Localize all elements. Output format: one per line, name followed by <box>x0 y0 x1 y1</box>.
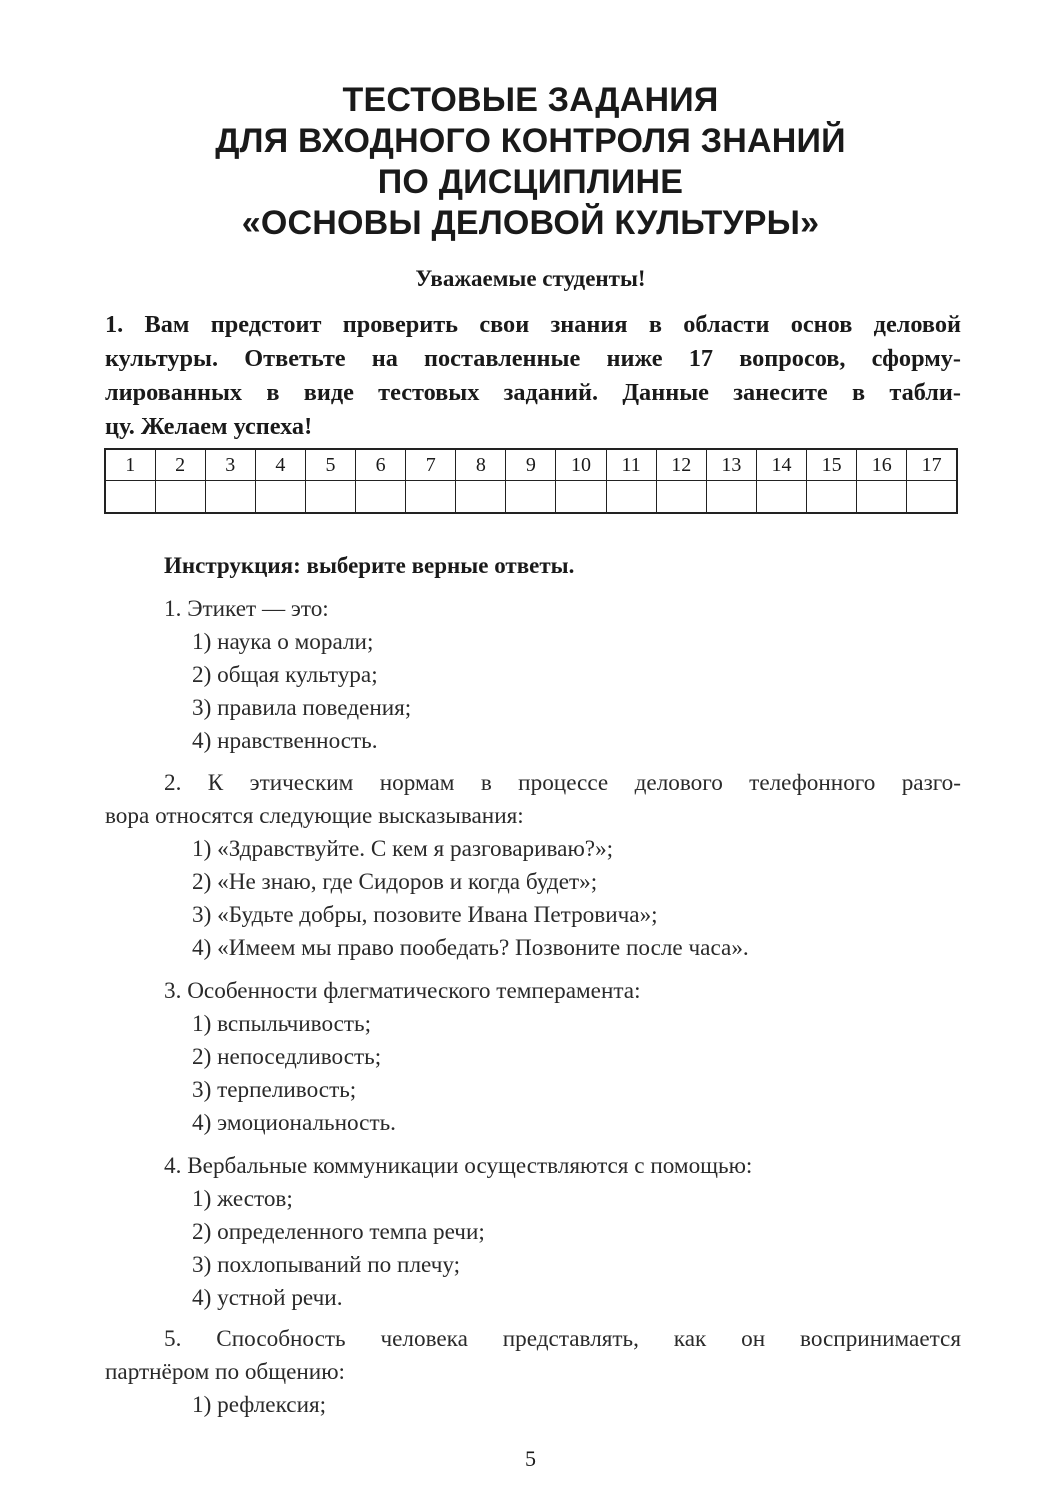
intro-line: лированных в виде тестовых заданий. Данные занесите в табли- <box>105 379 961 406</box>
question-3 <box>105 975 961 1140</box>
answer-cell[interactable] <box>255 481 305 514</box>
intro-line: культуры. Ответьте на поставленные ниже 17 вопросов, сформу- <box>105 345 961 372</box>
answer-option: 1) вспыльчивость; <box>192 1011 372 1037</box>
question-stem: 1. Этикет — это: <box>164 596 329 622</box>
answer-option: 1) рефлексия; <box>192 1392 327 1418</box>
answer-option: 1) «Здравствуйте. С кем я разговариваю?»; <box>192 836 614 862</box>
page-title <box>0 80 1061 244</box>
instruction: Инструкция: выберите верные ответы. <box>164 553 575 578</box>
question-number-cell: 17 <box>907 449 957 481</box>
answer-option: 3) терпеливость; <box>192 1077 357 1103</box>
answer-option: 4) «Имеем мы право пообедать? Позвоните после часа». <box>192 935 749 961</box>
answer-option: 3) правила поведения; <box>192 695 412 721</box>
answer-option: 4) устной речи. <box>192 1285 343 1311</box>
question-number-cell: 14 <box>756 449 806 481</box>
answer-option: 2) «Не знаю, где Сидоров и когда будет»; <box>192 869 598 895</box>
question-number-cell: 9 <box>506 449 556 481</box>
answer-option: 2) определенного темпа речи; <box>192 1219 485 1245</box>
answer-table-header-row <box>105 449 957 481</box>
question-1 <box>105 593 961 758</box>
answer-cell[interactable] <box>155 481 205 514</box>
answer-option: 3) похлопываний по плечу; <box>192 1252 461 1278</box>
answer-cell[interactable] <box>907 481 957 514</box>
answer-cell[interactable] <box>305 481 355 514</box>
answer-option: 3) «Будьте добры, позовите Ивана Петровича»; <box>192 902 658 928</box>
question-number-cell: 13 <box>706 449 756 481</box>
question-number-cell: 1 <box>105 449 155 481</box>
answer-option: 1) наука о морали; <box>192 629 374 655</box>
answer-cell[interactable] <box>556 481 606 514</box>
question-5 <box>105 1323 961 1422</box>
answer-option: 2) общая культура; <box>192 662 378 688</box>
answer-option: 4) нравственность. <box>192 728 378 754</box>
question-number-cell: 11 <box>606 449 656 481</box>
title-line: ПО ДИСЦИПЛИНЕ <box>377 163 684 201</box>
answer-cell[interactable] <box>406 481 456 514</box>
question-number-cell: 5 <box>305 449 355 481</box>
answer-table <box>104 448 958 514</box>
answer-option: 4) эмоциональность. <box>192 1110 396 1136</box>
question-number-cell: 3 <box>205 449 255 481</box>
question-stem: 4. Вербальные коммуникации осуществляются с помощью: <box>164 1153 753 1179</box>
answer-cell[interactable] <box>506 481 556 514</box>
answer-cell[interactable] <box>356 481 406 514</box>
title-line: «ОСНОВЫ ДЕЛОВОЙ КУЛЬТУРЫ» <box>241 204 820 242</box>
question-number-cell: 7 <box>406 449 456 481</box>
question-stem: 3. Особенности флегматического темперамента: <box>164 978 641 1004</box>
question-stem-line: вора относятся следующие высказывания: <box>105 803 524 829</box>
answer-option: 1) жестов; <box>192 1186 293 1212</box>
answer-cell[interactable] <box>756 481 806 514</box>
title-line: ДЛЯ ВХОДНОГО КОНТРОЛЯ ЗНАНИЙ <box>215 122 846 160</box>
intro-line: цу. Желаем успеха! <box>105 413 313 440</box>
intro-paragraph <box>105 308 961 444</box>
greeting: Уважаемые студенты! <box>415 266 646 291</box>
answer-cell[interactable] <box>706 481 756 514</box>
question-2 <box>105 767 961 965</box>
title-line: ТЕСТОВЫЕ ЗАДАНИЯ <box>342 81 719 119</box>
page-number: 5 <box>525 1446 536 1471</box>
answer-table-answer-row <box>105 481 957 514</box>
question-number-cell: 12 <box>656 449 706 481</box>
question-stem-line: 5. Способность человека представлять, как он воспринимается <box>164 1326 961 1352</box>
answer-cell[interactable] <box>857 481 907 514</box>
question-stem-line: партнёром по общению: <box>105 1359 345 1385</box>
answer-option: 2) непоседливость; <box>192 1044 382 1070</box>
question-number-cell: 15 <box>807 449 857 481</box>
answer-cell[interactable] <box>606 481 656 514</box>
question-stem-line: 2. К этическим нормам в процессе делового телефонного разго- <box>164 770 961 796</box>
intro-line: 1. Вам предстоит проверить свои знания в области основ деловой <box>105 311 961 338</box>
question-number-cell: 4 <box>255 449 305 481</box>
question-number-cell: 6 <box>356 449 406 481</box>
question-number-cell: 8 <box>456 449 506 481</box>
question-4 <box>105 1150 961 1315</box>
answer-cell[interactable] <box>807 481 857 514</box>
answer-cell[interactable] <box>456 481 506 514</box>
answer-cell[interactable] <box>105 481 155 514</box>
question-number-cell: 2 <box>155 449 205 481</box>
question-number-cell: 10 <box>556 449 606 481</box>
question-stem <box>105 1323 961 1389</box>
question-stem <box>105 767 961 833</box>
question-number-cell: 16 <box>857 449 907 481</box>
answer-cell[interactable] <box>656 481 706 514</box>
answer-cell[interactable] <box>205 481 255 514</box>
